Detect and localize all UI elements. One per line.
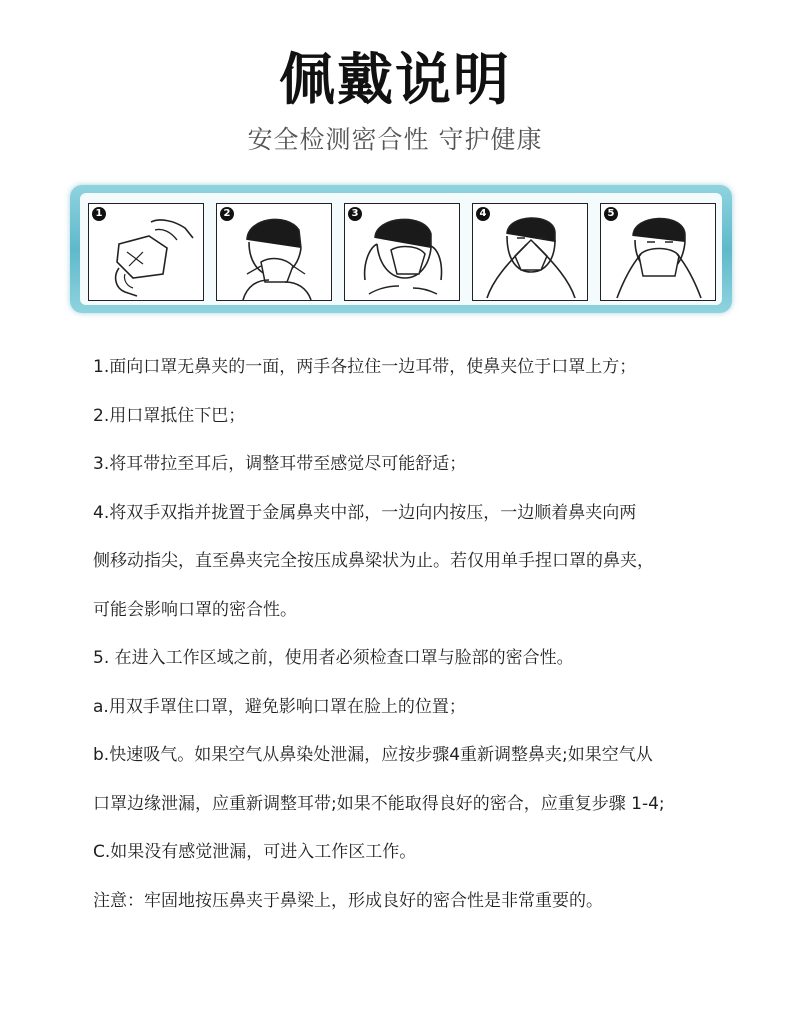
steps-panel-inner — [80, 193, 722, 305]
step-1-illustration — [88, 203, 204, 301]
instruction-line: 1.面向口罩无鼻夹的一面，两手各拉住一边耳带，使鼻夹位于口罩上方； — [93, 357, 637, 377]
instruction-line: 可能会影响口罩的密合性。 — [93, 599, 297, 620]
page-subtitle: 安全检测密合性 守护健康 — [247, 125, 543, 154]
mask-under-chin-icon — [217, 204, 331, 300]
step-5-illustration — [600, 203, 716, 301]
step-3-illustration — [344, 203, 460, 301]
instruction-line: 4.将双手双指并拢置于金属鼻夹中部，一边向内按压，一边顺着鼻夹向两 — [93, 502, 637, 523]
instruction-line: C.如果没有感觉泄漏，可进入工作区工作。 — [93, 842, 417, 862]
page-title: 佩戴说明 — [279, 48, 511, 113]
instruction-line: a.用双手罩住口罩，避免影响口罩在脸上的位置； — [93, 696, 466, 717]
instruction-line: 5. 在进入工作区域之前，使用者必须检查口罩与脸部的密合性。 — [93, 648, 574, 668]
step-number: 1 — [92, 207, 106, 221]
step-2-illustration — [216, 203, 332, 301]
steps-panel — [70, 185, 732, 313]
press-nose-clip-icon — [473, 204, 587, 300]
pull-ear-straps-icon — [345, 204, 459, 300]
step-number: 3 — [348, 207, 362, 221]
check-seal-icon — [601, 204, 715, 300]
step-number: 5 — [604, 207, 618, 221]
instruction-line: 3.将耳带拉至耳后，调整耳带至感觉尽可能舒适； — [93, 454, 467, 474]
step-number: 4 — [476, 207, 490, 221]
hands-holding-mask-icon — [89, 204, 203, 300]
instruction-line: 口罩边缘泄漏，应重新调整耳带;如果不能取得良好的密合，应重复步骤 1-4; — [93, 793, 665, 814]
note-line: 注意：牢固地按压鼻夹于鼻梁上，形成良好的密合性是非常重要的。 — [93, 890, 603, 911]
instruction-line: b.快速吸气。如果空气从鼻染处泄漏，应按步骤4重新调整鼻夹;如果空气从 — [93, 745, 653, 765]
step-4-illustration — [472, 203, 588, 301]
instruction-line: 侧移动指尖，直至鼻夹完全按压成鼻梁状为止。若仅用单手捏口罩的鼻夹， — [93, 551, 654, 571]
instruction-line: 2.用口罩抵住下巴； — [93, 405, 246, 426]
step-number: 2 — [220, 207, 234, 221]
instructions-text — [93, 352, 753, 934]
